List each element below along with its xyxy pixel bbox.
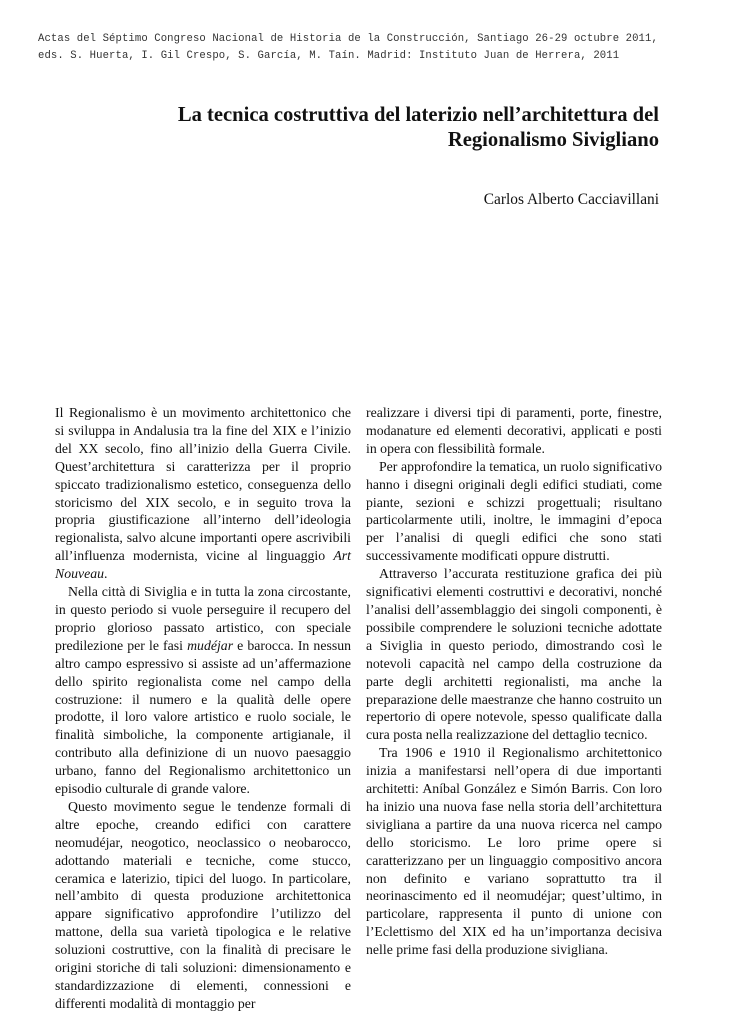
paragraph-3-continued: realizzare i diversi tipi di paramenti, porte, finestre, modanature ed elementi decorativi, applicati e posti in opera con flessibilità formale. [366,405,662,456]
title-line-1: La tecnica costruttiva del laterizio nell’architettura del [177,104,659,126]
paragraph-1: Il Regionalismo è un movimento architettonico che si sviluppa in Andalusia tra la fine del XIX e l’inizio del XX secolo, fino all’inizio della Guerra Civile. Quest’architettura si caratterizza per il proprio spiccato tradizionalismo estetico, conseguenza dello storicismo del XIX secolo, e in seguito trova la propria giustificazione all’interno dell’ideologia regionalista, salvo alcune importanti opere ascrivibili all’influenza modernista, vicine al linguaggio Art Nouveau. [55,405,351,582]
author-name: Carlos Alberto Cacciavillani [483,191,659,208]
text-column-left [55,404,351,1013]
header-line-1: Actas del Séptimo Congreso Nacional de Historia de la Construcción, Santiago 26-29 octubre 2011, [38,33,658,45]
header-line-2: eds. S. Huerta, I. Gil Crespo, S. García, M. Taín. Madrid: Instituto Juan de Herrera, 2011 [38,49,620,62]
title-line-2: Regionalismo Sivigliano [447,129,659,151]
paragraph-3: Questo movimento segue le tendenze formali di altre epoche, creando edifici con carattere neomudéjar, neogotico, neoclassico o neobarocco, adottando materiali e tecniche, come stucco, ceramica e laterizio, tipici del luogo. In particolare, nell’ambito di questa produzione architettonica appare significativo approfondire l’utilizzo del mattone, della sua varietà tipologica e le relative soluzioni costruttive, con la finalità di precisare le origini storiche di tali soluzioni: dimensionamento e standardizzazione di elementi, connessioni e differenti modalità di montaggio per [55,798,351,1011]
paper-title [99,103,659,153]
conference-header [38,31,698,64]
paragraph-4: Per approfondire la tematica, un ruolo significativo hanno i disegni originali degli edifici studiati, come piante, sezioni e schizzi progettuali; risultano particolarmente utili, inoltre, le immagini d’epoca per l’analisi di quegli edifici che sono stati successivamente modificati oppure distrutti. [366,458,662,564]
art-nouveau-term: Art Nouveau [55,548,351,582]
mudejar-term: mudéjar [187,637,234,653]
paragraph-2: Nella città di Siviglia e in tutta la zona circostante, in questo periodo si vuole perseguire il recupero del proprio glorioso passato artistico, con speciale predilezione per le fasi mudéjar e barocca. In nessun altro campo espressivo si assiste ad un’affermazione dello spirito regionalista come nel campo della costruzione: il numero e la qualità delle opere prodotte, il loro valore artistico e ruolo sociale, le finalità simboliche, la componente artigianale, il contributo alla definizione di un nuovo paesaggio urbano, fanno del Regionalismo architettonico un episodio culturale di grande valore. [55,584,351,797]
text-column-right [366,404,662,959]
paragraph-5: Attraverso l’accurata restituzione grafica dei più significativi elementi costruttivi e decorativi, nonché l’analisi dell’assemblaggio dei singoli componenti, è possibile comprendere le soluzioni tecniche adottate a Siviglia in questo periodo, dimostrando così le notevoli capacità nel campo della costruzione da parte degli architetti regionalisti, ma anche la preparazione delle maestranze che hanno costruito un repertorio di opere notevole, spesso qualificate dalla cura posta nella realizzazione del dettaglio tecnico. [366,566,662,743]
paragraph-6: Tra 1906 e 1910 il Regionalismo architettonico inizia a manifestarsi nell’opera di due importanti architetti: Aníbal González e Simón Barris. Con loro ha inizio una nuova fase nella storia dell’architettura sivigliana a partire da una nuova ricerca nel campo dello storicismo. Le loro prime opere si caratterizzano per un linguaggio compositivo ancora non definito e variano soprattutto tra il neorinascimento ed il neomudéjar; quest’ultimo, in particolare, rappresenta il punto di unione con l’Eclettismo del XIX ed ha un’importanza decisiva nelle prime fasi della produzione sivigliana. [366,745,662,958]
